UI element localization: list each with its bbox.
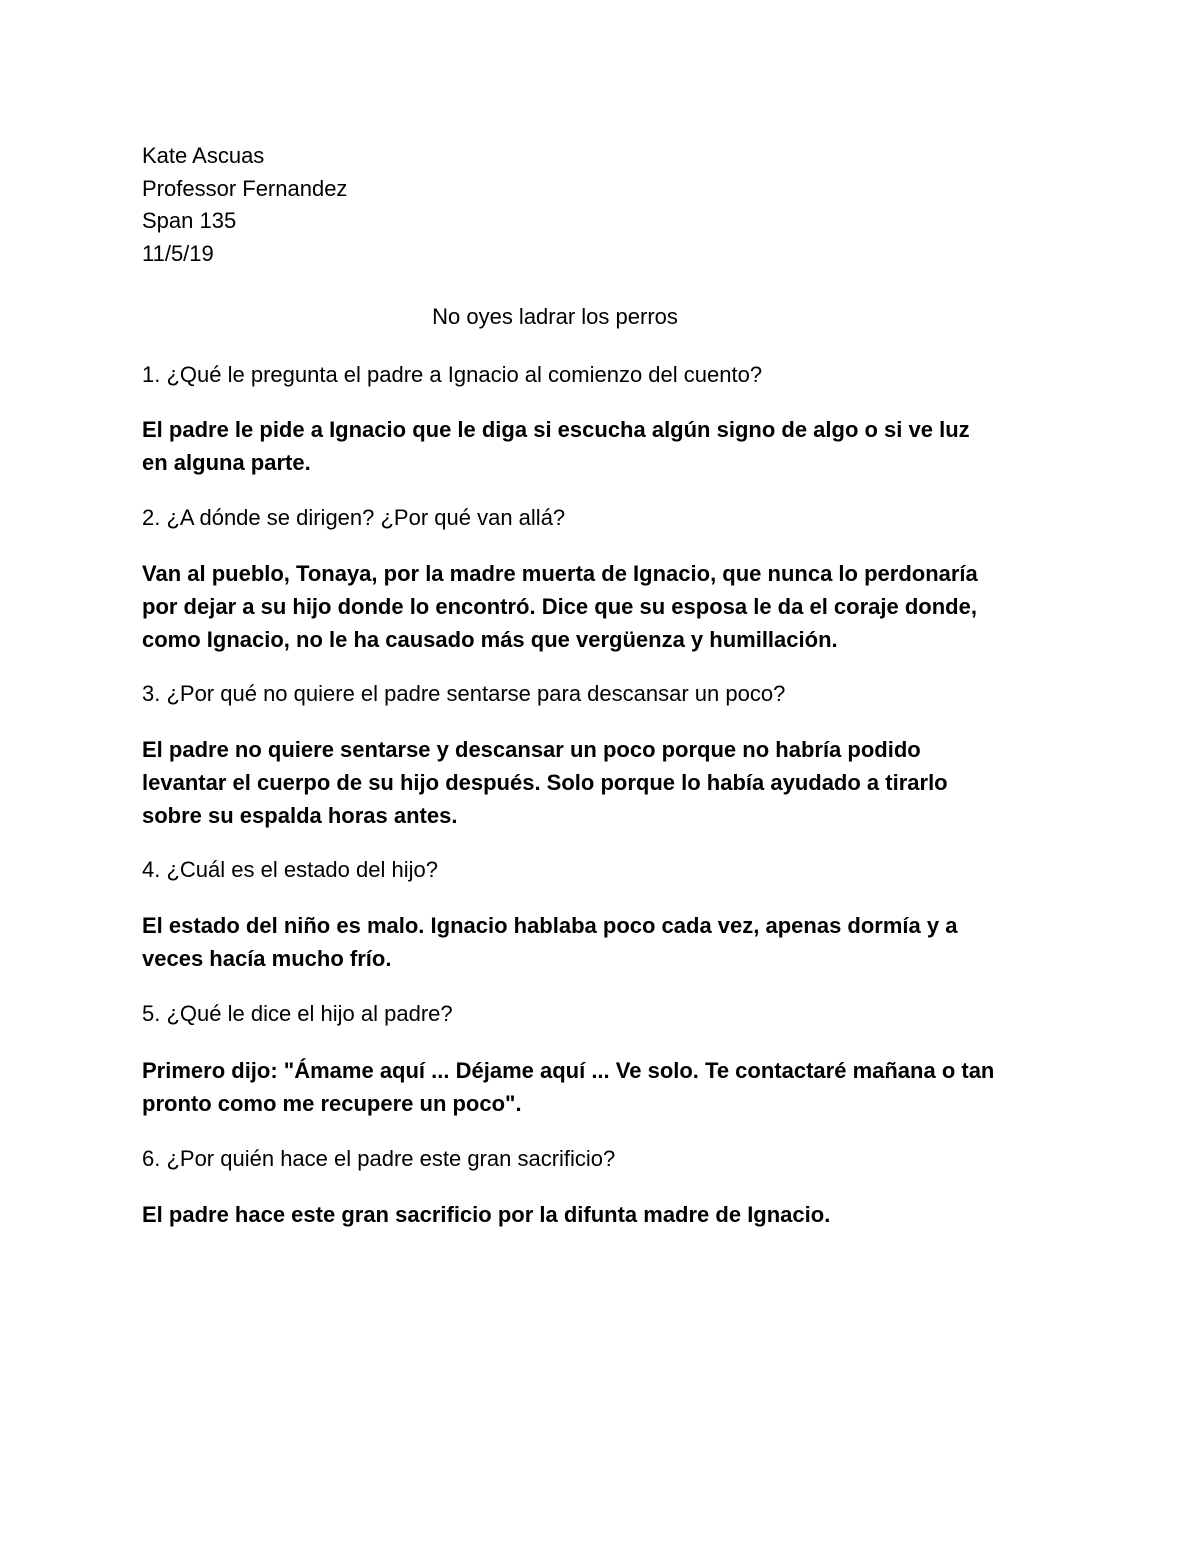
answer [142, 557, 1082, 656]
question: 3. ¿Por qué no quiere el padre sentarse para descansar un poco? [142, 681, 786, 706]
answer-line: Van al pueblo, Tonaya, por la madre muerta de Ignacio, que nunca lo perdonaría [142, 561, 978, 586]
student-name: Kate Ascuas [142, 143, 265, 168]
answer-line: levantar el cuerpo de su hijo después. Solo porque lo había ayudado a tirarlo [142, 770, 948, 795]
answer [142, 413, 1082, 479]
answer-line: El padre le pide a Ignacio que le diga si escucha algún signo de algo o si ve luz [142, 417, 970, 442]
date: 11/5/19 [142, 240, 214, 266]
answer-line: como Ignacio, no le ha causado más que vergüenza y humillación. [142, 627, 838, 652]
answer-line: Primero dijo: "Ámame aquí ... Déjame aquí ... Ve solo. Te contactaré mañana o tan [142, 1058, 995, 1083]
qa-item-4 [142, 854, 1082, 886]
answer [142, 909, 1082, 975]
answer-1 [142, 413, 1082, 479]
answer-line: pronto como me recupere un poco". [142, 1091, 522, 1116]
answer [142, 733, 1082, 832]
answer-3 [142, 733, 1082, 832]
answer-6 [142, 1198, 1082, 1231]
answer-line: por dejar a su hijo donde lo encontró. Dice que su esposa le da el coraje donde, [142, 594, 977, 619]
qa-item-2 [142, 502, 1082, 534]
qa-item-5 [142, 998, 1082, 1030]
answer-line: El estado del niño es malo. Ignacio hablaba poco cada vez, apenas dormía y a [142, 913, 958, 938]
answer [142, 1198, 1082, 1231]
qa-item-3 [142, 678, 1082, 710]
header-block [142, 140, 742, 270]
course-name: Span 135 [142, 208, 237, 233]
question: 2. ¿A dónde se dirigen? ¿Por qué van allá? [142, 505, 566, 530]
question: 1. ¿Qué le pregunta el padre a Ignacio al comienzo del cuento? [142, 362, 763, 387]
answer-line: en alguna parte. [142, 450, 311, 475]
qa-item-6 [142, 1143, 1082, 1175]
question: 5. ¿Qué le dice el hijo al padre? [142, 1001, 453, 1026]
qa-item-1 [142, 359, 1082, 391]
professor-name: Professor Fernandez [142, 175, 348, 201]
answer-line: veces hacía mucho frío. [142, 946, 392, 971]
document-title: No oyes ladrar los perros [432, 304, 678, 329]
answer-4 [142, 909, 1082, 975]
answer [142, 1054, 1082, 1120]
answer-line: El padre no quiere sentarse y descansar un poco porque no habría podido [142, 737, 921, 762]
answer-5 [142, 1054, 1082, 1120]
answer-line: El padre hace este gran sacrificio por la difunta madre de Ignacio. [142, 1202, 831, 1227]
question: 4. ¿Cuál es el estado del hijo? [142, 857, 438, 882]
answer-line: sobre su espalda horas antes. [142, 803, 458, 828]
answer-2 [142, 557, 1082, 656]
question: 6. ¿Por quién hace el padre este gran sacrificio? [142, 1146, 616, 1171]
